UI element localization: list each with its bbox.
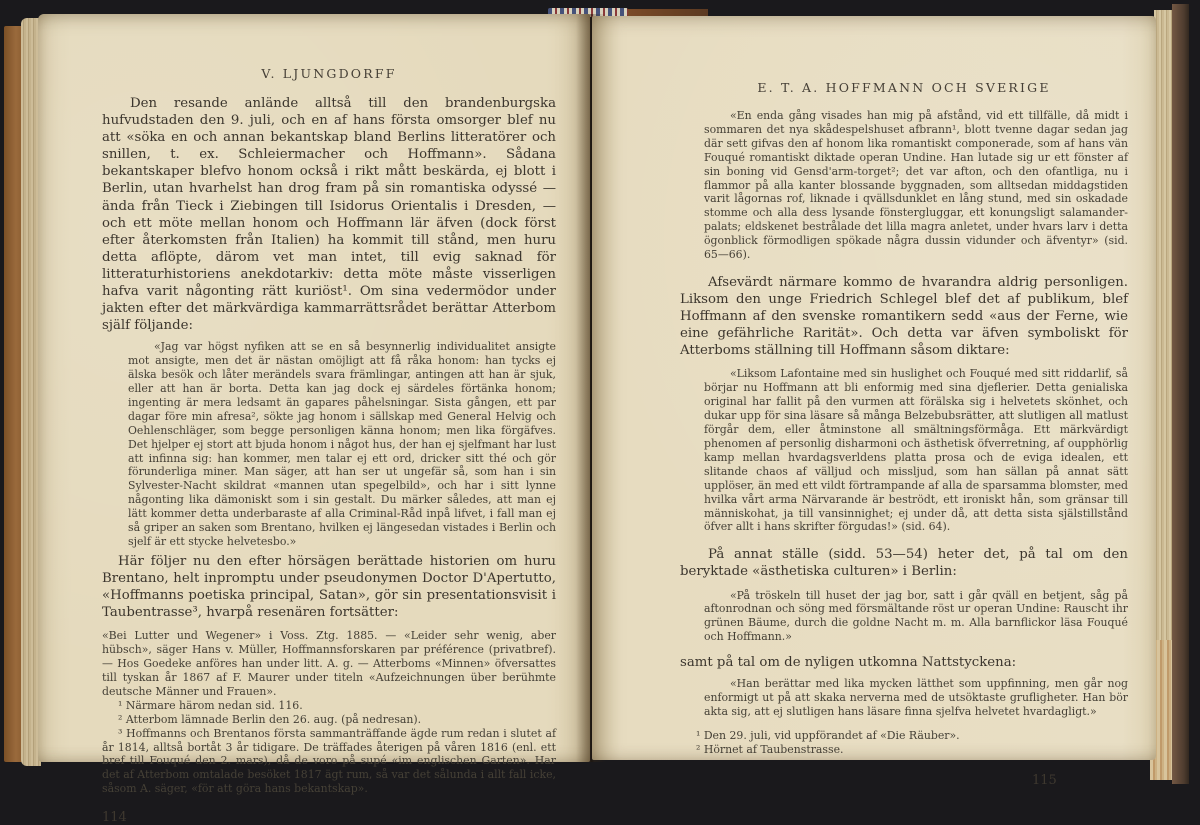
page-number-right: 115 — [1032, 772, 1057, 788]
left-paragraph-2: Här följer nu den efter hörsägen berättade historien om huru Brentano, helt inpromptu under pseudonymen Doctor D'Apertutto, «Hoffmanns poetiska principal, Satan», gör sin presentationsvisit i Taubentrasse³, hvarpå resenären fortsätter: — [102, 553, 556, 621]
running-head-left: V. LJUNGDORFF — [261, 66, 397, 81]
left-footnote-3: ³ Hoffmanns och Brentanos första sammanträffande ägde rum redan i slutet af år 1814, alltså bortåt 3 år tidigare. De träffades återigen på våren 1816 (enl. ett bref till Fouqué den 2. mars), då de voro på supé «im englischen Garten». Har det af Atterbom omtalade besöket 1817 ägt rum, så var det sålunda i allt fall icke, såsom A. säger, «för att göra hans bekantskap». — [102, 726, 556, 796]
right-blockquote-theatre-fire: «En enda gång visades han mig på afstånd, vid ett tillfälle, då midt i sommaren det nya skådespelshuset afbrann¹, blott tvenne dagar sedan jag där sett gifvas den af honom lika romantiskt componerade, som af hans vän Fouqué romantiskt diktade operan Undine. Han lutade sig ur ett fönster af sin boning vid Gensd'arm-torget²; det var afton, och den ofantliga, nu i flammor på alla kanter blossande byggnaden, som alltsedan middagstiden varit lågornas rof, liknade i qvällsdunklet en lång stund, med sin oskadade stomme och alla dess lysande fönstergluggar, ett konungsligt salamander-palats; eldskenet bestrålade det lilla magra anletet, under hvars larv i detta ögonblick förmodligen spökade några dussin vidunder och äfventyr» (sid. 65—66). — [704, 109, 1128, 262]
right-paragraph-2: På annat ställe (sidd. 53—54) heter det, på tal om den beryktade «ästhetiska culturen» i Berlin: — [680, 547, 1128, 580]
left-footnote-2: ² Atterbom lämnade Berlin den 26. aug. (på nedresan). — [118, 712, 422, 726]
right-footnote-2: ² Hörnet af Taubenstrasse. — [696, 742, 844, 756]
left-footnote-continuation: «Bei Lutter und Wegener» i Voss. Ztg. 1885. — «Leider sehr wenig, aber hübsch», säger Hans v. Müller, Hoffmannsforskaren par préférence (privatbref). — Hos Goedeke anföres han under litt. A. g. — Atterboms «Minnen» öfversattes till tyskan år 1867 af F. Maurer under titeln «Aufzeichnungen über berühmte deutsche Männer und Frauen». — [102, 629, 556, 698]
book-cover-right-edge — [1172, 4, 1189, 784]
left-blockquote-atterbom: «Jag var högst nyfiken att se en så besynnerlig individualitet ansigte mot ansigte, men det är nästan omöjligt att få råka honom: han tycks ej älska besök och låter merändels svara främlingar, antingen att han är sjuk, eller att han är borta. Detta kan jag dock ej särdeles förtänka honom; ingenting är mera ledsamt än gapares påhelsningar. Sista gången, ett par dagar före min afresa², sökte jag honom i sällskap med General Helvig och Oehlenschläger, som begge personligen känna honom; men lika förgäfves. Det hjelper ej stort att bjuda honom i något hus, der han ej sjelfmant har lust att infinna sig: han kommer, men talar ej ett ord, dricker sitt thé och gör förunderliga miner. Man säger, att han ser ut ungefär så, som han i sin Sylvester-Nacht skildrat «mannen utan spegelbild», och har i sitt lynne någonting lika dämoniskt som i sin gestalt. Du märker således, att man ej lätt kommer detta underbaraste af alla Criminal-Råd inpå lifvet, i fall man ej så griper an saken som Brentano, hvilken ej längesedan vistades i Berlin och sjelf är ett stycke helvetesbo.» — [128, 340, 556, 548]
running-head-right: E. T. A. HOFFMANN OCH SVERIGE — [757, 80, 1051, 95]
right-page — [592, 16, 1156, 788]
right-blockquote-nattstycken: «Han berättar med lika mycken lätthet som uppfinning, men går nog enformigt ut på att skaka nerverna med de utsöktaste grufligheter. Han bör akta sig, att ej slutligen hans läsare finna sjelfva helvetet hvardagligt.» — [704, 677, 1128, 719]
left-paragraph-1: Den resande anlände alltså till den brandenburgska hufvudstaden den 9. juli, och en af hans första omsorger blef nu att «söka en och annan bekantskap bland Berlins litteratörer och snillen, t. ex. Schleiermacher och Hoffmann». Sådana bekantskaper blefvo honom också i rikt mått beskärda, ej blott i Berlin, utan hvarhelst han drog fram på sin romantiska odyssé — ända från Tieck i Ziebingen till Isidorus Orientalis i Dresden, — och ett möte mellan honom och Hoffmann lär äfven (dock först efter återkomsten från Italien) ha kommit till stånd, men huru detta aflöpte, därom vet man intet, till evig saknad för litteraturhistoriens anekdotarkiv: detta möte måste visserligen hafva varit någonting rätt kuriöst¹. Om sina vedermödor under jakten efter det märkvärdiga kammarrättsrådet berättar Atterbom själf följande: — [102, 96, 556, 334]
right-blockquote-undine: «På tröskeln till huset der jag bor, satt i går qväll en betjent, såg på aftonrodnan och söng med försmältande röst ur operan Undine: Rauscht ihr grünen Bäume, durch die goldne Nacht m. m. Alla barnflickor läsa Fouqué och Hoffmann.» — [704, 588, 1128, 644]
right-blockquote-lafontaine: «Liksom Lafontaine med sin huslighet och Fouqué med sitt riddarlif, så börjar nu Hoffmann att bli enformig med sina djeflerier. Detta genialiska original har fallit på den vurmen att förälska sig i helvetets skönhet, och dukar upp för sina läsare så många Belzebubsrätter, att slutligen all matlust förgår dem, eller åtminstone all smältningsförmåga. Ett märkvärdigt phenomen af personlig disharmoni och ästhetisk öfverretning, af oupphörlig kamp mellan hvardagsverldens platta prosa och de eviga idealen, ett slitande chaos af välljud och missljud, som han sällan på annat sätt upplöser, än med ett vildt förtrampande af alla de sparsamma blomster, med hvilka vårt arma Närvarande är beströdt, ett ironiskt hån, som gränsar till människohat, ja till vansinnighet; ej under då, att detta sista själstillstånd öfver allt i hans skrifter förgudas!» (sid. 64). — [704, 367, 1128, 534]
right-paragraph-3: samt på tal om de nyligen utkomna Nattstyckena: — [680, 655, 1017, 671]
left-page — [38, 14, 590, 825]
right-footnote-1: ¹ Den 29. juli, vid uppförandet af «Die Räuber». — [696, 728, 960, 742]
left-footnote-1: ¹ Närmare härom nedan sid. 116. — [118, 698, 303, 712]
right-paragraph-1: Afsevärdt närmare kommo de hvarandra aldrig personligen. Liksom den unge Friedrich Schlegel blef det af publikum, blef Hoffmann af den svenske romantikern sedd «aus der Ferne, wie eine gefährliche Rarität». Och detta var äfven symboliskt för Atterboms ställning till Hoffmann såsom diktare: — [680, 274, 1128, 359]
page-number-left: 114 — [102, 810, 127, 825]
